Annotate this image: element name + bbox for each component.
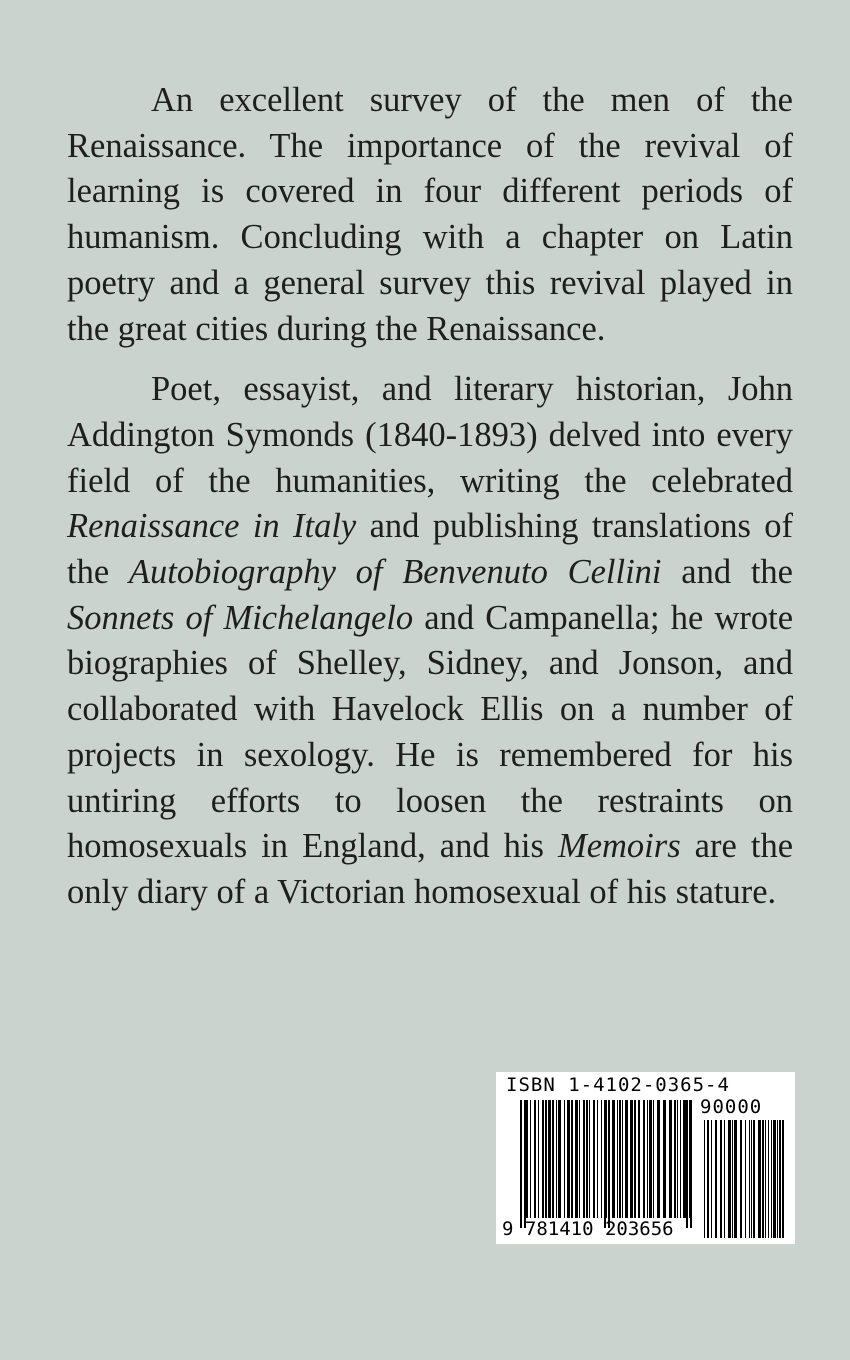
blurb-paragraph-author-bio: [67, 367, 793, 915]
book-title-memoirs: Memoirs: [557, 827, 681, 866]
bio-text-4: and Campanella; he wrote biographies of Shelley, Sidney, and Jonson, and collaborated with Havelock Ellis on a number of projects in sexology. He is remembered for his untiring efforts to loosen the restraints on homosexuals in England, and his: [67, 598, 794, 866]
book-title-renaissance-in-italy: Renaissance in Italy: [67, 507, 357, 546]
bio-text-5: are the only diary of a Victorian homosexual of his stature.: [67, 827, 794, 911]
ean-digits: 9 781410 203656: [502, 1218, 674, 1240]
bio-text-1: Poet, essayist, and literary historian, John Addington Symonds (1840-1893) delved into every field of the humanities, writing the celebrated: [67, 370, 793, 500]
isbn-barcode: [496, 1072, 795, 1244]
blurb-paragraph-summary: An excellent survey of the men of the Renaissance. The importance of the revival of learning is covered in four different periods of humanism. Concluding with a chapter on Latin poetry and a general survey this revival played in the great cities during the Renaissance.: [67, 81, 793, 348]
bio-text-3: and the: [661, 553, 793, 592]
back-cover-blurb: [67, 78, 793, 916]
book-title-sonnets-michelangelo: Sonnets of Michelangelo: [67, 598, 414, 637]
book-title-autobiography-cellini: Autobiography of Benvenuto Cellini: [128, 553, 662, 592]
isbn-label: ISBN 1-4102-0365-4: [506, 1074, 730, 1096]
bio-text-2: and publishing translations of the: [67, 507, 793, 592]
price-code: 90000: [700, 1096, 763, 1118]
